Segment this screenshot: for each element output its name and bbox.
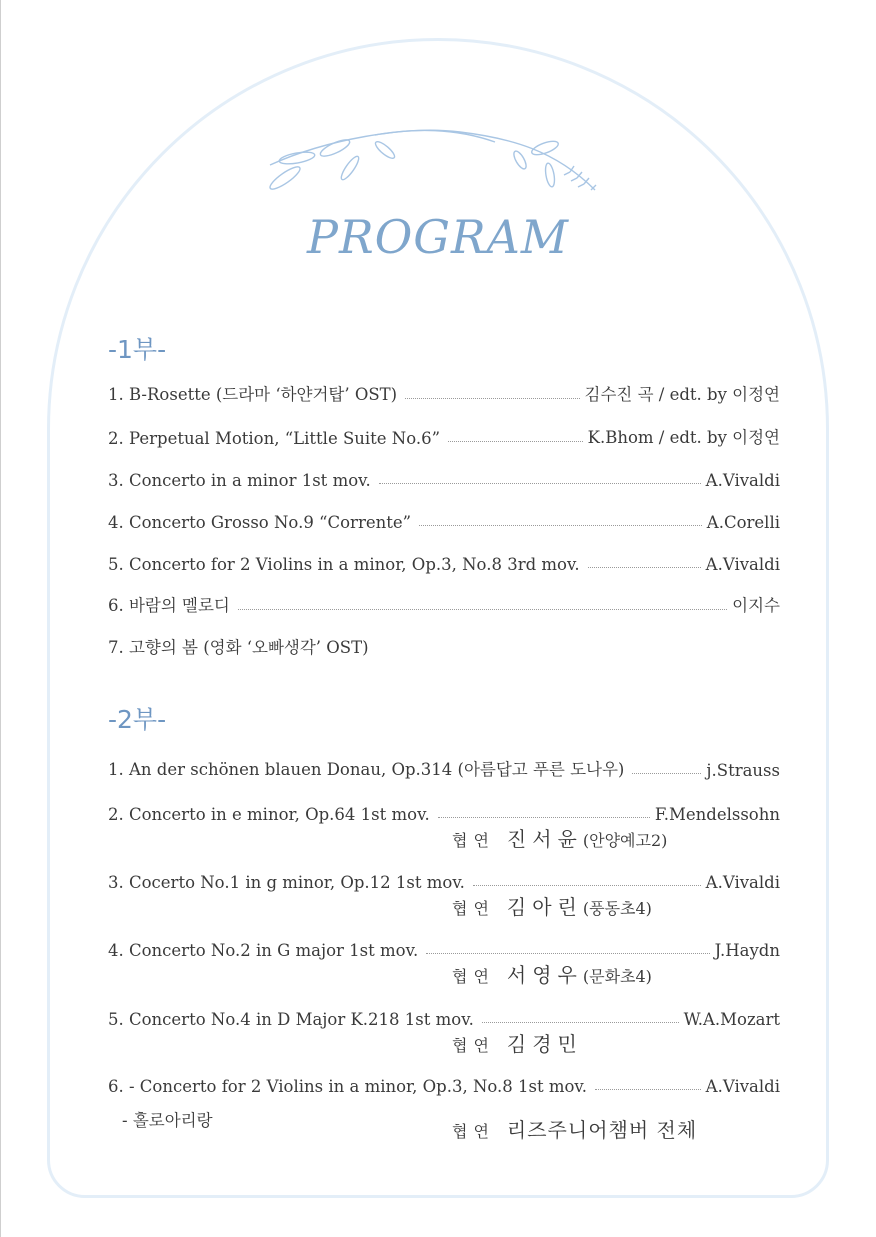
- dot-leader: [438, 817, 650, 818]
- piece-title: 3. Concerto in a minor 1st mov.: [108, 471, 371, 490]
- dot-leader: [588, 567, 701, 568]
- piece-title: 5. Concerto for 2 Violins in a minor, Op.3, No.8 3rd mov.: [108, 555, 580, 574]
- program-item: [108, 381, 780, 405]
- dot-leader: [405, 398, 579, 399]
- program-item: [108, 424, 780, 448]
- piece-title: 7. 고향의 봄 (영화 ‘오빠생각’ OST): [108, 638, 369, 657]
- program-item: [108, 1072, 780, 1096]
- piece-title: 5. Concerto No.4 in D Major K.218 1st mov.: [108, 1010, 474, 1029]
- program-item: [108, 592, 780, 616]
- composer: 김수진 곡 / edt. by 이정연: [584, 385, 780, 404]
- soloist-line: [452, 1028, 583, 1057]
- soloist-line: [452, 823, 667, 852]
- piece-title: 2. Perpetual Motion, “Little Suite No.6”: [108, 429, 441, 448]
- piece-title: 3. Cocerto No.1 in g minor, Op.12 1st mov.: [108, 873, 465, 892]
- composer: 이지수: [732, 596, 780, 615]
- dot-leader: [426, 953, 709, 954]
- soloist-school: (풍동초4): [582, 899, 652, 918]
- piece-title: 6. - Concerto for 2 Violins in a minor, Op.3, No.8 1st mov.: [108, 1077, 588, 1096]
- program-item: [108, 756, 780, 780]
- soloist-school: (문화초4): [582, 967, 652, 986]
- part2-heading: -2부-: [108, 705, 167, 734]
- piece-subtitle: - 홀로아리랑: [122, 1111, 213, 1130]
- composer: A.Vivaldi: [705, 1077, 780, 1096]
- dot-leader: [238, 609, 727, 610]
- soloist-label: 협연: [452, 967, 495, 986]
- composer: A.Corelli: [706, 513, 780, 532]
- composer: A.Vivaldi: [705, 555, 780, 574]
- composer: J.Haydn: [714, 941, 780, 960]
- program-item: [108, 800, 780, 824]
- soloist-label: 협연: [452, 831, 495, 850]
- program-item: [108, 550, 780, 574]
- soloist-label: 협연: [452, 1036, 495, 1055]
- composer: A.Vivaldi: [705, 873, 780, 892]
- composer: A.Vivaldi: [705, 471, 780, 490]
- piece-title: 6. 바람의 멜로디: [108, 596, 230, 615]
- composer: F.Mendelssohn: [654, 805, 780, 824]
- composer: K.Bhom / edt. by 이정연: [587, 428, 780, 447]
- dot-leader: [448, 441, 583, 442]
- piece-title: 1. B-Rosette (드라마 ‘하얀거탑’ OST): [108, 385, 398, 404]
- program-item: [108, 634, 780, 658]
- piece-title: 2. Concerto in e minor, Op.64 1st mov.: [108, 805, 430, 824]
- dot-leader: [419, 525, 702, 526]
- dot-leader: [482, 1022, 679, 1023]
- soloist-label: 협연: [452, 899, 495, 918]
- dot-leader: [632, 773, 701, 774]
- soloist-name: 서영우: [506, 963, 583, 987]
- composer: j.Strauss: [706, 761, 780, 780]
- piece-title: 4. Concerto No.2 in G major 1st mov.: [108, 941, 419, 960]
- dot-leader: [379, 483, 701, 484]
- soloist-label: 협연: [452, 1122, 495, 1141]
- composer: W.A.Mozart: [683, 1010, 780, 1029]
- program-item: [108, 868, 780, 892]
- part1-heading: -1부-: [108, 335, 167, 364]
- soloist-line: [452, 959, 652, 988]
- leaf-vine-ornament: [255, 120, 625, 215]
- soloist-name: 리즈주니어챔버 전체: [506, 1118, 698, 1142]
- piece-title: 4. Concerto Grosso No.9 “Corrente”: [108, 513, 412, 532]
- dot-leader: [595, 1089, 701, 1090]
- soloist-school: (안양예고2): [582, 831, 668, 850]
- piece-title: 1. An der schönen blauen Donau, Op.314 (아름답고 푸른 도나우): [108, 760, 625, 779]
- program-item: [108, 466, 780, 490]
- soloist-line: [452, 891, 652, 920]
- soloist-line: [452, 1114, 697, 1143]
- soloist-name: 김아린: [506, 895, 583, 919]
- program-title: PROGRAM: [307, 210, 569, 264]
- program-item: [108, 508, 780, 532]
- dot-leader: [473, 885, 701, 886]
- program-item: [108, 1005, 780, 1029]
- soloist-name: 진서윤: [506, 827, 583, 851]
- page-edge: [0, 0, 1, 1237]
- program-item: [108, 936, 780, 960]
- soloist-name: 김경민: [506, 1032, 583, 1056]
